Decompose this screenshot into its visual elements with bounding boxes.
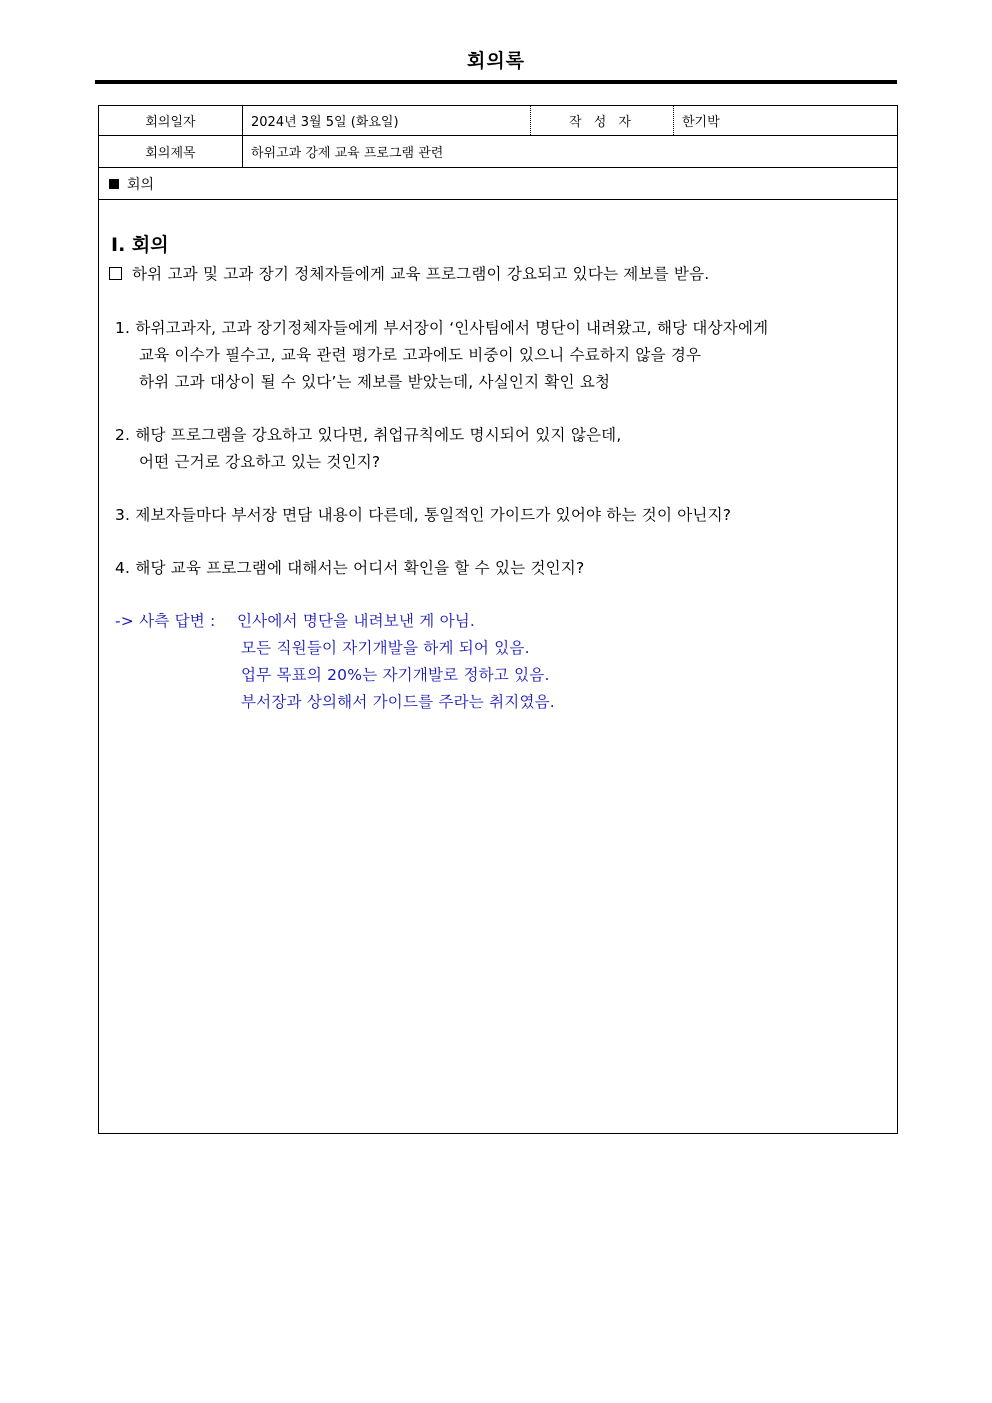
author-label: 작 성 자	[531, 106, 674, 135]
filled-square-icon	[109, 179, 119, 189]
subject-value: 하위고과 강제 교육 프로그램 관련	[251, 146, 444, 161]
item-3-line-1: 3. 제보자들마다 부서장 면담 내용이 다른데, 통일적인 가이드가 있어야 하는 것이 아닌지?	[115, 506, 732, 524]
section-label: 회의	[127, 176, 155, 193]
intro-line	[109, 262, 709, 284]
author-value: 한기박	[682, 115, 720, 130]
item-2-line-2: 어떤 근거로 강요하고 있는 것인지?	[139, 453, 381, 471]
date-label: 회의일자	[99, 106, 243, 135]
section-header-row	[99, 168, 897, 200]
item-4-line-1: 4. 해당 교육 프로그램에 대해서는 어디서 확인을 할 수 있는 것인지?	[115, 559, 585, 577]
content-heading: Ⅰ. 회의	[111, 234, 169, 256]
answer-prefix: -> 사측 답변 :	[115, 612, 216, 630]
item-1-line-1: 1. 하위고과자, 고과 장기정체자들에게 부서장이 ‘인사팀에서 명단이 내려왔고, 해당 대상자에게	[115, 319, 769, 337]
section-header	[99, 168, 154, 199]
item-2-line-1: 2. 해당 프로그램을 강요하고 있다면, 취업규칙에도 명시되어 있지 않은데,	[115, 426, 622, 444]
empty-square-icon	[109, 267, 122, 280]
meeting-form	[98, 105, 898, 1134]
answer-line-2: 모든 직원들이 자기개발을 하게 되어 있음.	[241, 639, 530, 657]
answer-line-1: 인사에서 명단을 내려보낸 게 아님.	[237, 612, 476, 630]
subject-label: 회의제목	[99, 136, 243, 167]
meta-row-subject	[99, 136, 897, 168]
item-1-line-3: 하위 고과 대상이 될 수 있다’는 제보를 받았는데, 사실인지 확인 요청	[139, 373, 611, 391]
document-title: 회의록	[466, 50, 526, 72]
meta-row-date	[99, 106, 897, 136]
intro-text: 하위 고과 및 고과 장기 정체자들에게 교육 프로그램이 강요되고 있다는 제보를 받음.	[132, 265, 710, 283]
item-1-line-2: 교육 이수가 필수고, 교육 관련 평가로 고과에도 비중이 있으니 수료하지 않을 경우	[139, 346, 702, 364]
answer-line-3: 업무 목표의 20%는 자기개발로 정하고 있음.	[241, 666, 550, 684]
title-underline	[95, 80, 897, 84]
date-value: 2024년 3월 5일 (화요일)	[243, 106, 531, 135]
answer-line-4: 부서장과 상의해서 가이드를 주라는 취지였음.	[241, 693, 555, 711]
